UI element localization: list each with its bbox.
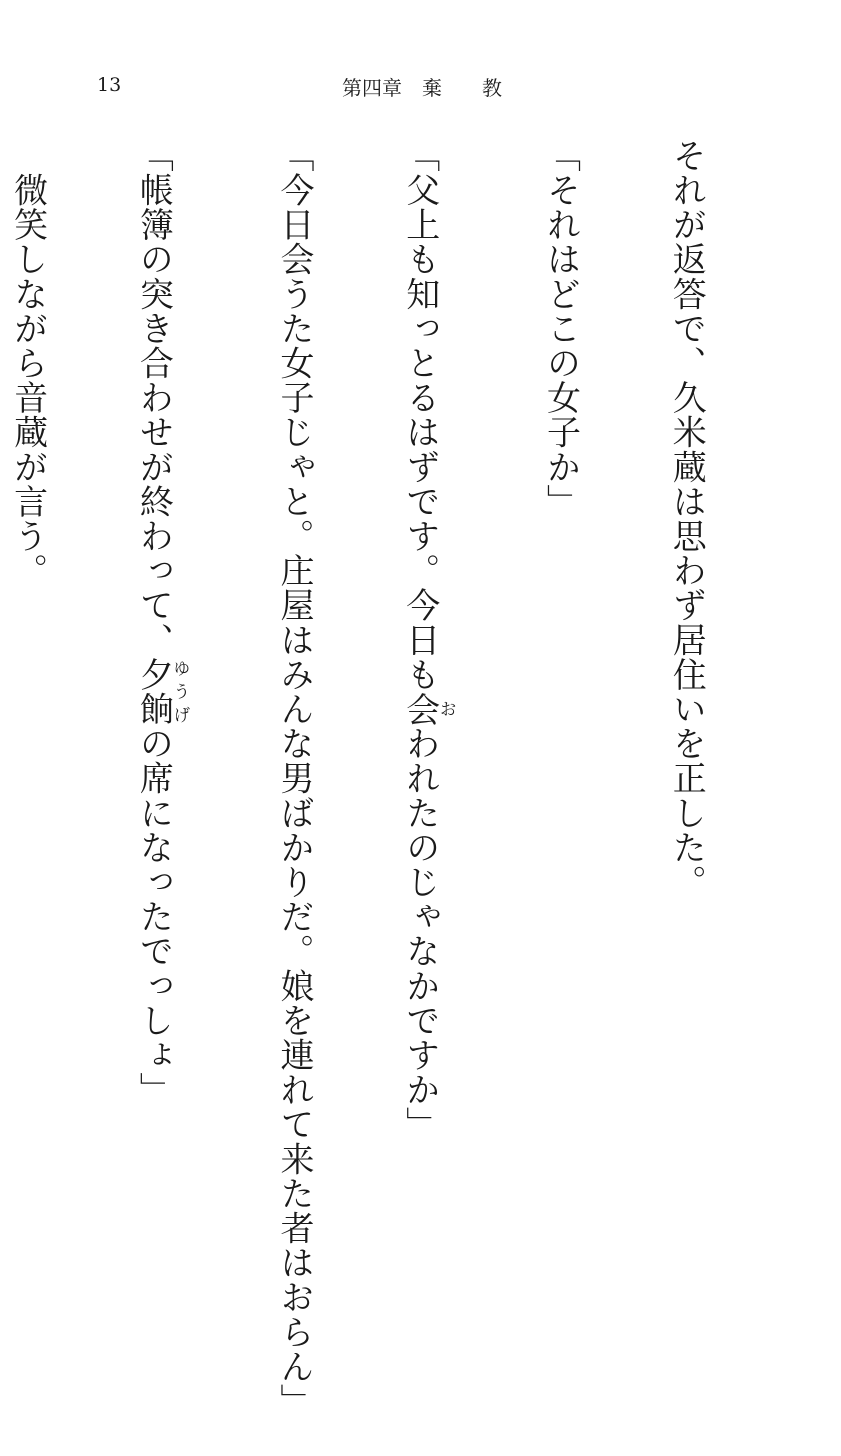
text-line: 微笑しながら音蔵が言う。: [7, 138, 48, 588]
text-line: 「それはどこの女子か」: [540, 138, 581, 519]
running-header: 第四章 棄 教: [342, 76, 502, 100]
ruby-annotation: 夕餉ゆうげ: [133, 657, 190, 727]
body-text: [7, 138, 790, 1419]
text-line: 「父上も知っとるはずです。今日も会おわれたのじゃなかですか」: [399, 138, 456, 1142]
text-line: 「今日会うた女子じゃと。庄屋はみんな男ばかりだ。娘を連れて来た者はおらん」: [274, 138, 315, 1419]
text-line: それが返答で、久米蔵は思わず居住いを正した。: [666, 138, 707, 900]
ruby-reading: お: [435, 691, 456, 727]
ruby-reading: ゆうげ: [169, 657, 190, 727]
page-number: 13: [97, 74, 122, 96]
ruby-annotation: 会お: [399, 691, 456, 727]
text-line: 「帳簿の突き合わせが終わって、夕餉ゆうげの席になったでっしょ」: [133, 138, 190, 1107]
